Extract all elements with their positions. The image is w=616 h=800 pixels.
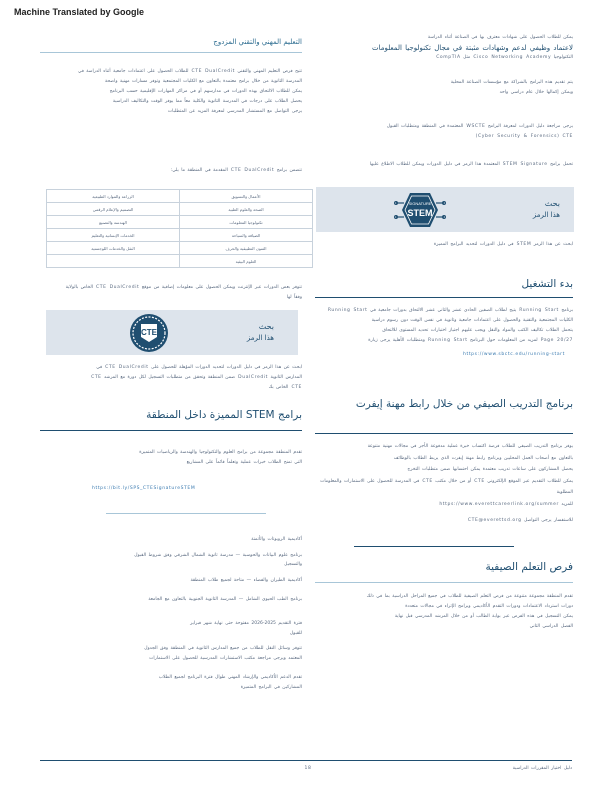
list-item: برنامج الطب الحيوي الشامل — المدرسة الثانوية الجنوبية بالتعاون مع الجامعة (148, 597, 302, 603)
learning-line: يمكن التسجيل في هذه الفرص عبر بوابة الطالب أو من خلال المرشد المدرسي قبل نهاية (394, 614, 573, 619)
dual-credit-intro (40, 67, 302, 117)
short-divider (106, 513, 266, 514)
caption-line: المدارس الثانوية ‎DualCredit‎ ضمن المنطقة وتحقق من متطلبات التسجيل لكل دورة مع المرشد ‎CTE‎ (91, 375, 302, 380)
table-cell: الأعمال والتسويق (180, 190, 313, 203)
table-row (47, 242, 313, 255)
table-cell: الضيافة والسياحة (180, 229, 313, 242)
table-cell: الصحة والعلوم الطبية (180, 203, 313, 216)
list-item: فترة التقديم 2025-2026 مفتوحة حتى نهاية شهر فبراير (190, 620, 302, 626)
svg-text:SIGNATURE: SIGNATURE (408, 201, 432, 206)
summer-internship-text (315, 441, 573, 510)
cte-search-box (46, 310, 298, 355)
box-title: بحث (544, 199, 560, 208)
table-cell: النقل والخدمات اللوجستية (47, 242, 180, 255)
list-item: برنامج علوم البيانات والحوسبة — مدرسة ثانوية الشمال الشرقي وفق شروط القبول (134, 552, 302, 558)
note-line: يتم تقديم هذه البرامج بالشراكة مع مؤسسات الصناعة المحلية (450, 80, 573, 85)
list-item: والتسجيل (284, 562, 302, 568)
stem-programs-text (40, 448, 302, 468)
table-cell: العلوم البيئية (180, 255, 313, 268)
note-line: ويمكن إكمالها خلال عام دراسي واحد (499, 90, 573, 95)
heading-underline (315, 297, 573, 298)
machine-translation-banner: Machine Translated by Google (14, 7, 145, 17)
running-line: الكليات المجتمعية والتقنية والحصول على اعتمادات جامعية وثانوية في نفس الوقت دون رسوم دراسية (371, 318, 573, 323)
short-divider (354, 546, 514, 547)
cte-dualcredit-seal-icon (129, 313, 169, 353)
stem-search-box (316, 187, 574, 232)
list-item: للقبول (289, 630, 302, 636)
internship-line: بالتعاون مع أصحاب العمل المحليين وبرنامج رابط مهنة إيفرت الذي يربط الطلاب بالوظائف (393, 455, 573, 461)
wscte-line: يرجى مراجعة دليل الدورات لمعرفة البرامج ‎WSCTE‎ المعتمدة في المنطقة ومتطلبات القبول (386, 124, 573, 129)
footer-title: دليل اختيار المقررات الدراسية (512, 766, 572, 771)
learning-line: دورات استرداد الاعتمادات ودورات التقدم الأكاديمي وبرامج الإثراء في مجالات متعددة (405, 604, 573, 609)
intro-line: المدرسة الثانوية من خلال برامج معتمدة بالتعاون مع الكليات المجتمعية وتوفر مسارات مهنية واضحة (104, 79, 302, 84)
summer-learning-heading: فرص التعلم الصيفية (485, 561, 573, 573)
box-subtitle: هذا الرمز (532, 211, 560, 219)
contact-email[interactable]: للاستفسار يرجى التواصل ‎CTE@everettsd.org‎ (467, 518, 573, 523)
list-item: تقدم الدعم الأكاديمي والإرشاد المهني طوال فترة البرنامج لجميع الطلاب (158, 675, 302, 681)
dual-credit-program-table (46, 189, 313, 268)
intro-line: يمكن للطلاب الالتحاق بهذه الدورات في مدارسهم أو في مراكز المهارات الإقليمية حسب البرنامج (109, 89, 302, 94)
list-item: المشاركين في البرامج المتميزة (240, 684, 302, 690)
internship-line: يحصل المشاركون على ساعات تدريب معتمدة يمكن احتسابها ضمن متطلبات التخرج (407, 467, 573, 472)
running-line: يتحمل الطلاب تكاليف الكتب والمواد والنقل ويجب عليهم اجتياز اختبارات تحديد المستوى للالتحاق (382, 328, 573, 333)
dual-credit-note (40, 283, 302, 303)
heading-underline (315, 582, 573, 583)
intro-line: يمكن للطلاب الحصول على شهادات معترف بها في الصناعة أثناء الدراسة (427, 35, 573, 40)
heading-underline (40, 430, 302, 431)
table-cell: تكنولوجيا المعلومات (180, 216, 313, 229)
intro-line: يحصل الطلاب على درجات في المدرسة الثانوية والكلية معاً مما يوفر الوقت والتكاليف الدراسية (112, 99, 302, 104)
intro-line: تتيح فرص التعليم المهني والتقني ‎CTE DualCredit‎ للطلاب الحصول على اعتمادات جامعية أثناء الدراسة في (77, 69, 302, 74)
note-line: تتوفر بعض الدورات عبر الإنترنت ويمكن الحصول على معلومات إضافية من موقع ‎CTE DualCredit‎ الخاص بالولاية (65, 285, 302, 290)
table-caption: تتضمن برامج ‎CTE DualCredit‎ المقدمة في المنطقة ما يلي: (170, 168, 302, 173)
summer-internship-heading: برنامج التدريب الصيفي من خلال رابط مهنة إيفرت (355, 398, 573, 410)
running-line: ‎Page 20/27‎ لمزيد من المعلومات حول البرنامج ‎Running Start‎ ومتطلبات الأهلية يرجى زيارة (368, 338, 573, 343)
list-item: أكاديمية الروبوتات والأتمتة (251, 537, 302, 542)
internship-line: يمكن للطلاب التقديم عبر الموقع الإلكتروني ‎CTE‎ أو من خلال مكتب ‎CTE‎ في المدرسة للحصول على الاستمارات والمعلومات المطلوبة (320, 478, 573, 495)
table-cell: الفنون التطبيقية والحرف (180, 242, 313, 255)
table-row (47, 216, 313, 229)
footer-rule (40, 760, 572, 761)
table-row (47, 190, 313, 203)
stem-signature-text: تحمل برامج ‎STEM Signature‎ المعتمدة هذا الرمز في دليل الدورات ويمكن للطلاب الاطلاع عليها (369, 162, 573, 167)
table-row (47, 255, 313, 268)
intro-line: التكنولوجيا ‎Cisco Networking Academy‎ مثل ‎CompTIA‎ (436, 55, 573, 60)
list-item: أكاديمية الطيران والفضاء — متاحة لجميع طلاب المنطقة (190, 577, 302, 583)
internship-line: للمزيد ‎https://www.everettcareerlink.org/summer‎ (439, 501, 573, 507)
page-number: 18 (304, 766, 312, 771)
table-cell: الهندسة والتصنيع (47, 216, 180, 229)
intro-line: يرجى التواصل مع المستشار المدرسي لمعرفة المزيد عن المتطلبات (167, 109, 302, 114)
stem-box-caption: ابحث عن هذا الرمز ‎STEM‎ في دليل الدورات لتحديد البرامج المميزة (433, 242, 573, 247)
running-line: برنامج ‎Running Start‎ يتيح لطلاب الصفين الحادي عشر والثاني عشر الالتحاق بدورات جامعية في ‎Running Start‎ (327, 308, 573, 313)
section-divider (40, 52, 302, 53)
caption-line: ‎CTE‎ الخاص بك (268, 385, 302, 390)
stem-program-list (40, 535, 302, 693)
learning-line: الفصل الدراسي الثاني (529, 624, 573, 629)
dual-credit-section-title: التعليم المهني والتقني المزدوج (213, 38, 302, 46)
note-line: وفقاً لها (286, 295, 302, 300)
cte-box-caption (40, 363, 302, 393)
running-start-text (315, 306, 573, 346)
list-item: تتوفر وسائل النقل للطلاب من جميع المدارس الثانوية في المنطقة وفق الجدول (144, 646, 302, 652)
table-cell: الخدمات الإنسانية والتعليم (47, 229, 180, 242)
stem-line: التي تمنح الطلاب خبرات عملية وتعلماً قائماً على المشاريع (186, 460, 302, 465)
learning-line: تقدم المنطقة مجموعة متنوعة من فرص التعلم الصيفية للطلاب في جميع المراحل الدراسية بما في ذلك (366, 594, 573, 599)
box-title: بحث (258, 322, 274, 331)
wscte-text (315, 122, 573, 142)
stem-line: تقدم المنطقة مجموعة من برامج العلوم والتكنولوجيا والهندسة والرياضيات المتميزة (139, 450, 302, 455)
table-row (47, 229, 313, 242)
table-cell: الزراعة والموارد الطبيعية (47, 190, 180, 203)
caption-line: ابحث عن هذا الرمز في دليل الدورات لتحديد الدورات المؤهلة للحصول على ‎CTE DualCredit‎ في (96, 365, 302, 370)
intro-line: لاعتماد وظيفي لدعم وشهادات مثبتة في مجال تكنولوجيا المعلومات (372, 44, 573, 52)
credentials-note (315, 78, 573, 98)
running-start-heading: بدء التشغيل (521, 278, 573, 290)
summer-learning-text (315, 592, 573, 632)
list-item: المعتمد ويرجى مراجعة مكتب الاستشارات المدرسية للحصول على الاستمارات (149, 655, 302, 661)
internship-line: يوفر برنامج التدريب الصيفي للطلاب فرصة اكتساب خبرة عملية مدفوعة الأجر في مجالات مهنية متنوعة (367, 444, 573, 449)
credentials-intro (315, 33, 573, 63)
box-subtitle: هذا الرمز (246, 334, 274, 342)
stem-programs-link[interactable]: https://bit.ly/SPS_CTESignatureSTEM (92, 486, 196, 491)
wscte-line: ‎(Cyber Security & Forensics)‎ ‎CTE‎ (475, 134, 573, 139)
svg-text:CTE: CTE (141, 328, 157, 337)
running-start-link[interactable]: https://www.sbctc.edu/running-start (463, 352, 565, 357)
stem-programs-heading: برامج ‎STEM‎ المميزة داخل المنطقة (146, 409, 302, 421)
table-cell: التصميم والإعلام الرقمي (47, 203, 180, 216)
heading-underline (315, 433, 573, 434)
table-row (47, 203, 313, 216)
svg-text:STEM: STEM (407, 208, 433, 218)
stem-signature-badge-icon (394, 191, 446, 229)
table-cell (47, 255, 180, 268)
